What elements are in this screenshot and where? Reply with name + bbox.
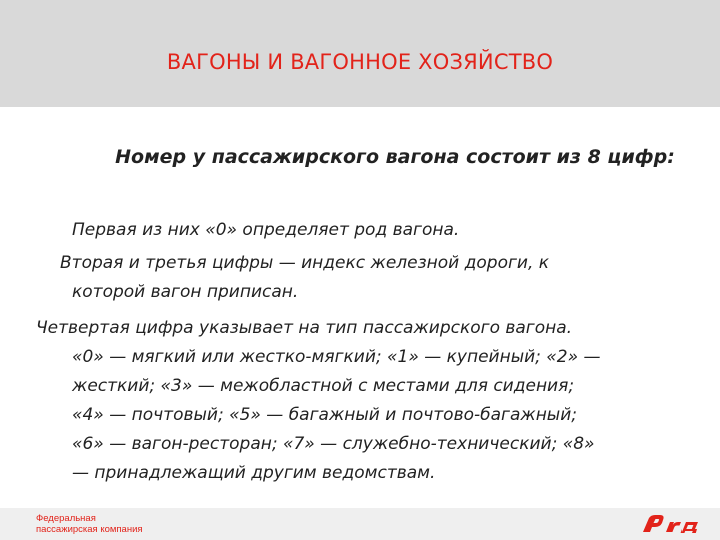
- company-name: [36, 513, 143, 535]
- body-line: которой вагон приписан.: [72, 282, 299, 302]
- body-line: «6» — вагон-ресторан; «7» — служебно-технический; «8»: [72, 434, 595, 454]
- body-line: Вторая и третья цифры — индекс железной дороги, к: [60, 253, 550, 273]
- company-name-line1: Федеральная: [36, 513, 96, 524]
- body-line: — принадлежащий другим ведомствам.: [72, 463, 436, 483]
- body-line: Четвертая цифра указывает на тип пассажирского вагона.: [36, 318, 573, 338]
- company-name-line2: пассажирская компания: [36, 524, 143, 535]
- rzd-logo-icon: [640, 512, 704, 536]
- body-line: «4» — почтовый; «5» — багажный и почтово-багажный;: [72, 405, 578, 425]
- slide-title: ВАГОНЫ И ВАГОННОЕ ХОЗЯЙСТВО: [166, 50, 554, 74]
- body-line: Первая из них «0» определяет род вагона.: [72, 220, 460, 240]
- body-line: жесткий; «3» — межобластной с местами для сидения;: [72, 376, 575, 396]
- lead-paragraph: Номер у пассажирского вагона состоит из 8 цифр:: [115, 146, 675, 168]
- body-line: «0» — мягкий или жестко-мягкий; «1» — купейный; «2» —: [72, 347, 601, 367]
